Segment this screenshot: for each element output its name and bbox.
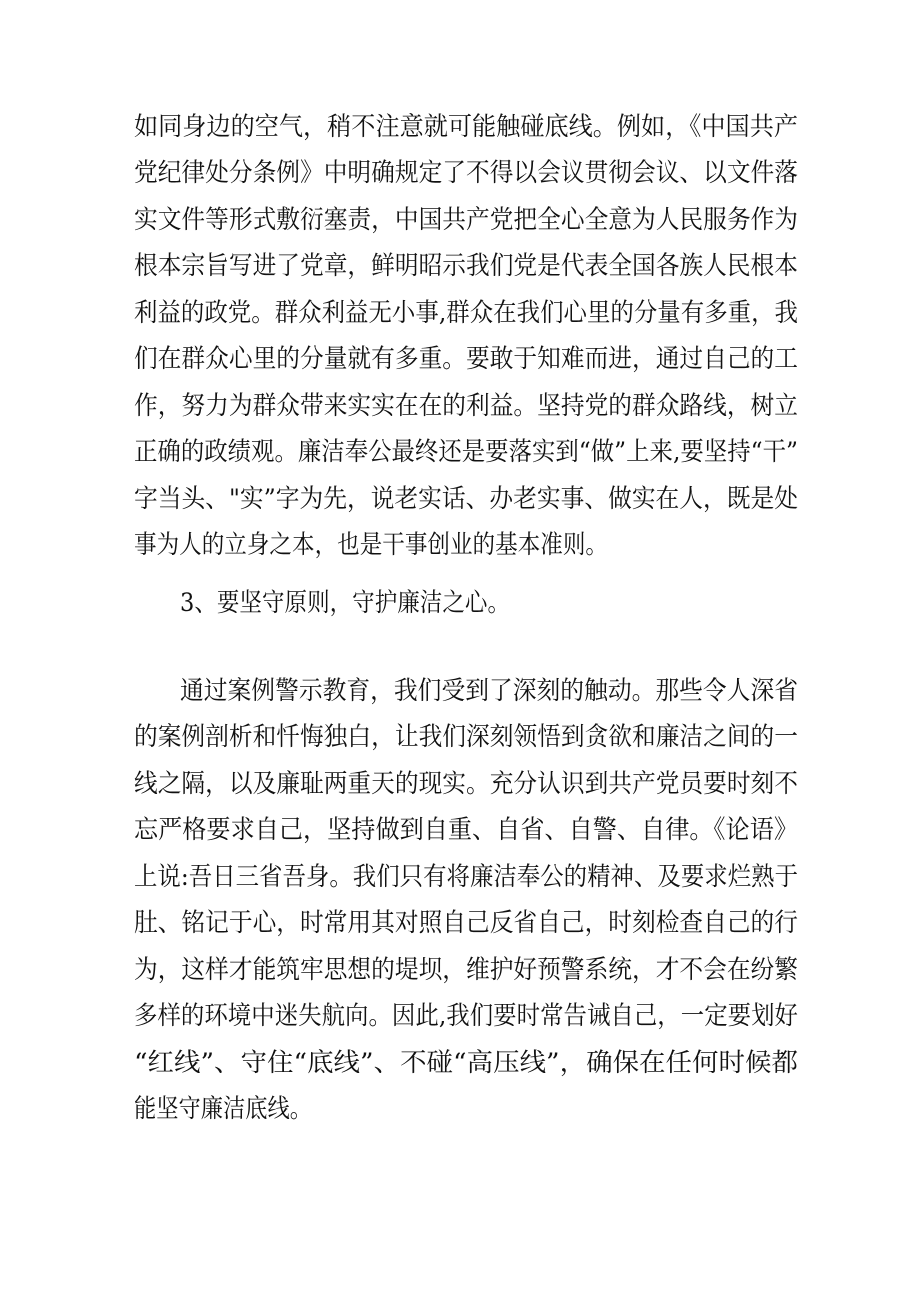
text-line: 线之隔，以及廉耻两重天的现实。充分认识到共产党员要时刻不 [134,769,798,799]
text-line: 实文件等形式敷衍塞责，中国共产党把全心全意为人民服务作为 [134,205,798,235]
text-line: 的案例剖析和忏悔独白，让我们深刻领悟到贪欲和廉洁之间的一 [134,722,798,752]
text-line: 为，这样才能筑牢思想的堤坝，维护好预警系统，才不会在纷繁 [134,955,798,985]
text-line: 字当头、"实”字为先，说老实话、办老实事、做实在人，既是处 [134,484,798,514]
text-line: 上说:吾日三省吾身。我们只有将廉洁奉公的精神、及要求烂熟于 [134,862,798,892]
text-line: 事为人的立身之本，也是干事创业的基本准则。 [134,530,608,560]
text-line: 根本宗旨写进了党章，鲜明昭示我们党是代表全国各族人民根本 [134,251,798,281]
text-line: 忘严格要求自己，坚持做到自重、自省、自警、自律。《论语》 [134,815,798,845]
text-line: 通过案例警示教育，我们受到了深刻的触动。那些令人深省 [180,676,798,706]
text-line: 正确的政绩观。廉洁奉公最终还是要落实到“做”上来,要坚持“干” [134,437,798,467]
text-line: 作，努力为群众带来实实在在的利益。坚持党的群众路线，树立 [134,391,798,421]
text-line: 利益的政党。群众利益无小事,群众在我们心里的分量有多重，我 [134,298,798,328]
text-line: 肚、铭记于心，时常用其对照自己反省自己，时刻检查自己的行 [134,908,798,938]
text-line: 能坚守廉洁底线。 [134,1094,312,1124]
text-line: 党纪律处分条例》中明确规定了不得以会议贯彻会议、以文件落 [134,158,798,188]
text-line: 如同身边的空气，稍不注意就可能触碰底线。例如，《中国共产 [134,112,798,142]
section-heading: 3、要坚守原则，守护廉洁之心。 [180,588,510,618]
text-line: 多样的环境中迷失航向。因此,我们要时常告诫自己，一定要划好 [134,1001,798,1031]
text-line: “红线”、守住“底线”、不碰“高压线”，确保在任何时候都 [134,1048,798,1078]
text-line: 们在群众心里的分量就有多重。要敢于知难而进，通过自己的工 [134,344,798,374]
